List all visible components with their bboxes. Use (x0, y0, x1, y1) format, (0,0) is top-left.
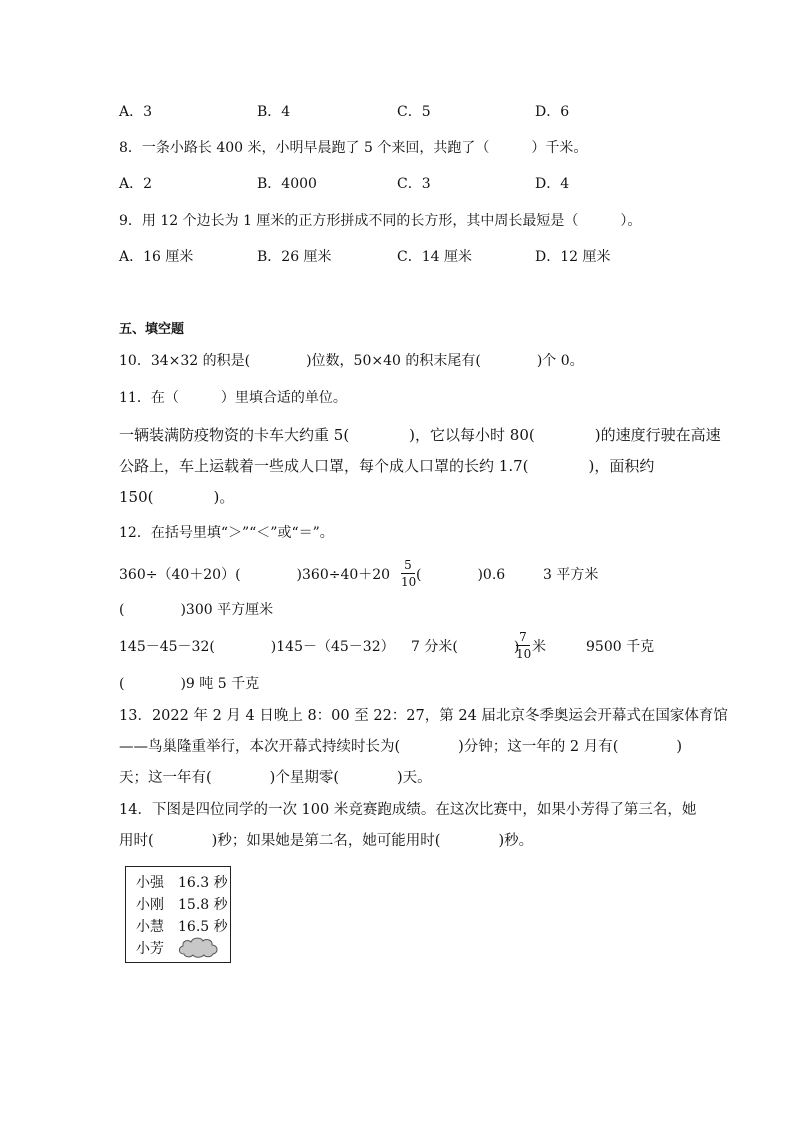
q9-option-c: C．14 厘米 (397, 249, 472, 265)
q12-stem: 12．在括号里填“＞”“＜”或“＝”。 (119, 525, 334, 541)
q13-line2: ——鸟巢隆重举行，本次开幕式持续时长为( )分钟；这一年的 2 月有( ) (119, 739, 683, 755)
q7-option-a: A．3 (119, 104, 153, 120)
q13-line3: 天；这一年有( )个星期零( )天。 (119, 770, 432, 786)
q12-item-f-cont: ( )9 吨 5 千克 (119, 676, 260, 692)
student-time: 16.3 秒 (178, 875, 228, 891)
q12-item-c: 3 平方米 (543, 567, 599, 583)
race-results-table (125, 866, 231, 963)
q8-stem: 8．一条小路长 400 米，小明早晨跑了 5 个来回，共跑了（ ）千米。 (119, 140, 588, 156)
q9-option-b: B．26 厘米 (257, 249, 332, 265)
q12-item-c-cont: ( )300 平方厘米 (119, 602, 274, 618)
q8-option-b: B．4000 (257, 176, 317, 192)
q11-line2: 公路上，车上运载着一些成人口罩，每个成人口罩的长约 1.7( )，面积约 (119, 457, 655, 475)
q13-line1: 13．2022 年 2 月 4 日晚上 8：00 至 22：27，第 24 届北京冬季奥运会开幕式在国家体育馆 (119, 708, 728, 724)
q7-option-d: D．6 (535, 104, 570, 120)
table-row (136, 939, 178, 959)
fraction-numerator: 7 (519, 630, 527, 644)
section-heading: 五、填空题 (119, 322, 185, 337)
fraction-numerator: 5 (404, 558, 412, 572)
table-row (136, 917, 228, 937)
student-time: 16.5 秒 (178, 919, 228, 935)
table-row (136, 873, 228, 893)
student-name: 小强 (136, 875, 164, 891)
fraction-denominator: 10 (401, 575, 417, 589)
table-row (136, 895, 228, 915)
q8-option-a: A．2 (119, 176, 153, 192)
q14-line2: 用时( )秒；如果她是第二名，她可能用时( )秒。 (119, 833, 534, 849)
student-name: 小慧 (136, 919, 164, 935)
fraction-bar (401, 573, 415, 574)
q7-option-c: C．5 (397, 104, 431, 120)
student-name: 小刚 (136, 897, 164, 913)
fraction-bar (516, 645, 530, 646)
q11-stem: 11．在（ ）里填合适的单位。 (119, 390, 347, 406)
q8-option-d: D．4 (535, 176, 570, 192)
q12-item-e-pre: 7 分米( ) (411, 639, 520, 655)
q12-item-d: 145－45－32( )145－（45－32） (119, 639, 395, 655)
q12-item-a: 360÷（40＋20）( )360÷40＋20 (119, 567, 391, 583)
q9-option-a: A．16 厘米 (119, 249, 194, 265)
q12-fraction-b (401, 558, 415, 589)
q12-item-f: 9500 千克 (586, 639, 655, 655)
q12-item-b: ( )0.6 (416, 567, 506, 583)
q9-stem: 9．用 12 个边长为 1 厘米的正方形拼成不同的长方形，其中周长最短是（ ）。 (119, 213, 642, 229)
q11-line3: 150( )。 (119, 488, 235, 506)
q14-line1: 14．下图是四位同学的一次 100 米竞赛跑成绩。在这次比赛中，如果小芳得了第三名，她 (119, 802, 697, 818)
q9-option-d: D．12 厘米 (535, 249, 611, 265)
q12-fraction-e (516, 630, 530, 661)
fraction-denominator: 10 (516, 647, 532, 661)
q11-line1: 一辆装满防疫物资的卡车大约重 5( )，它以每小时 80( )的速度行驶在高速 (119, 426, 721, 444)
q10-text: 10．34×32 的积是( )位数，50×40 的积末尾有( )个 0。 (119, 353, 584, 369)
student-name: 小芳 (136, 941, 164, 957)
q8-option-c: C．3 (397, 176, 431, 192)
student-time: 15.8 秒 (178, 897, 228, 913)
cloud-icon (176, 935, 220, 959)
q7-option-b: B．4 (257, 104, 291, 120)
q12-item-e-unit: 米 (532, 639, 546, 655)
